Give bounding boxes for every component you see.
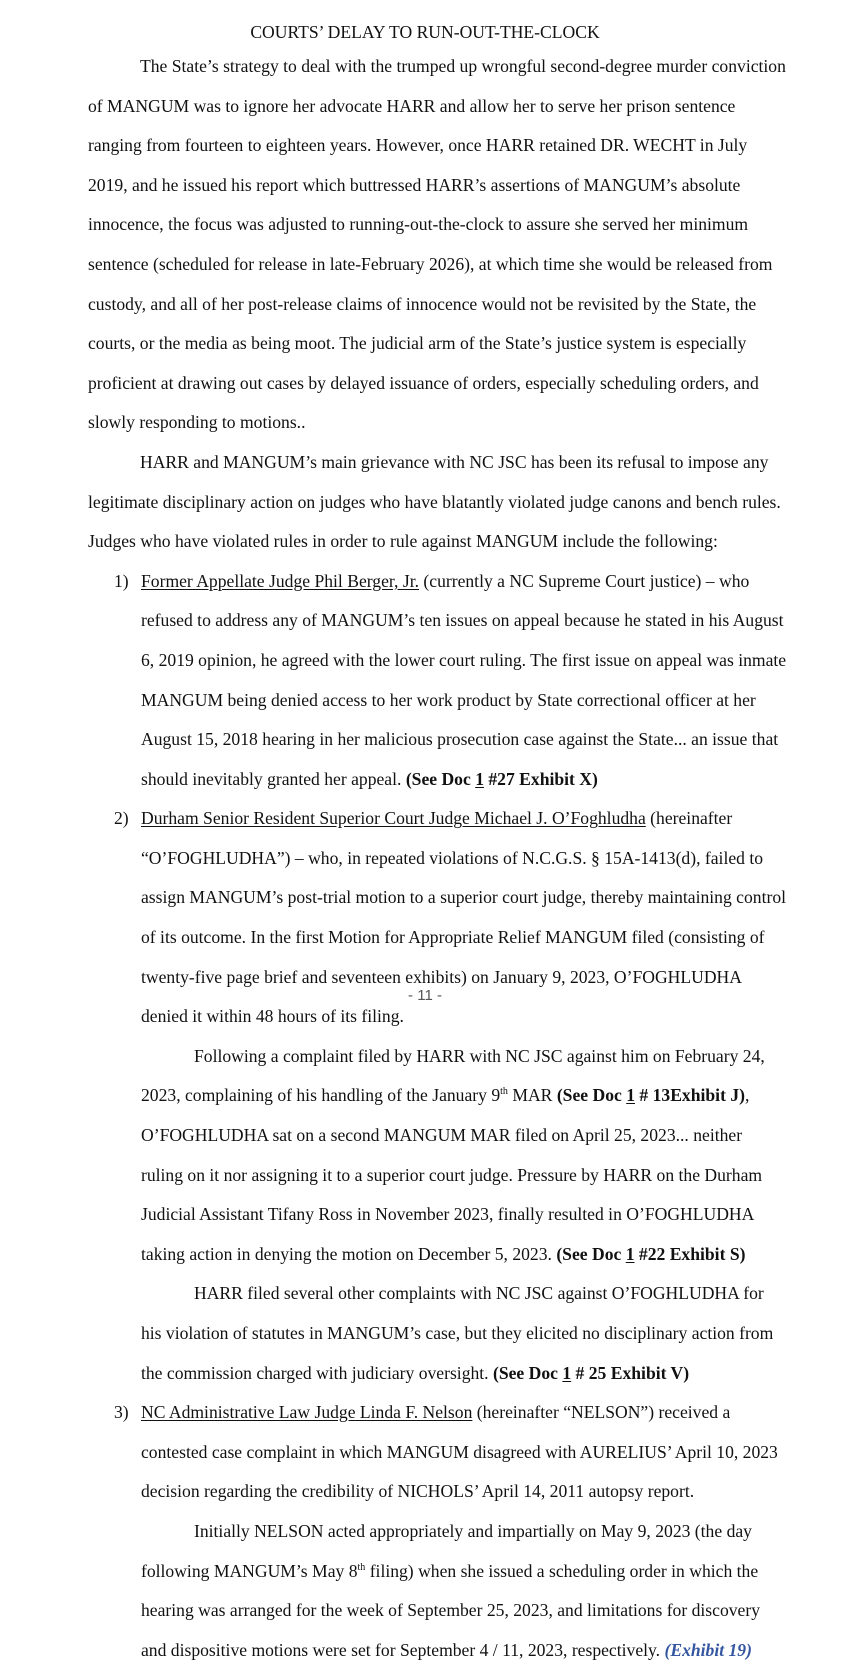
page-number: - 11 -: [408, 987, 442, 1004]
doc-number: 1: [562, 1362, 572, 1383]
judge-name: NC Administrative Law Judge Linda F. Nelson: [141, 1402, 473, 1423]
item-3-sub-paragraph-1: Initially NELSON acted appropriately and impartially on May 9, 2023 (the day following MANGUM’s May 8th filing) when she issued a scheduling order in which the hearing was arranged for the week of September 25, 2023, and limitations for discovery and dispositive motions were set for September 4 / 11, 2023, respectively. (Exhibit 19): [141, 1520, 761, 1660]
list-number: 3): [114, 1402, 129, 1423]
item-text: (hereinafter “NELSON”) received a contested case complaint in which MANGUM disagreed with AURELIUS’ April 10, 2023 decision regarding the credibility of NICHOLS’ April 14, 2011 autopsy report.: [141, 1402, 778, 1502]
doc-number: 1: [626, 1085, 635, 1106]
doc-reference: (See Doc 1 # 13Exhibit J): [556, 1085, 745, 1106]
grievance-paragraph: HARR and MANGUM’s main grievance with NC JSC has been its refusal to impose any legitimate disciplinary action on judges who have blatantly violated judge canons and bench rules. Judges who have violated rules in order to rule against MANGUM include the following:: [88, 451, 781, 552]
item-2-sub-paragraph-2: HARR filed several other complaints with NC JSC against O’FOGHLUDHA for his violation of statutes in MANGUM’s case, but they elicited no disciplinary action from the commission charged with judiciary oversight. (See Doc 1 # 25 Exhibit V): [141, 1283, 774, 1383]
section-title: COURTS’ DELAY TO RUN-OUT-THE-CLOCK: [250, 22, 600, 42]
item-text: (currently a NC Supreme Court justice) – who refused to address any of MANGUM’s ten issues on appeal because he stated in his August 6, 2019 opinion, he agreed with the lower court ruling. The first issue on appeal was inmate MANGUM being denied access to her work product by State correctional officer at her August 15, 2018 hearing in her malicious prosecution case against the State... an issue that should inevitably granted her appeal.: [141, 570, 787, 789]
list-number: 1): [114, 570, 129, 591]
exhibit-19-link[interactable]: (Exhibit 19): [664, 1639, 752, 1660]
judge-list-item-3: [88, 1393, 788, 1512]
intro-paragraph: The State’s strategy to deal with the trumped up wrongful second-degree murder conviction of MANGUM was to ignore her advocate HARR and allow her to serve her prison sentence ranging from fourteen to eighteen years. However, once HARR retained DR. WECHT in July 2019, and he issued his report which buttressed HARR’s assertions of MANGUM’s absolute innocence, the focus was adjusted to running-out-the-clock to assure she served her minimum sentence (scheduled for release in late-February 2026), at which time she would be released from custody, and all of her post-release claims of innocence would not be revisited by the State, the courts, or the media as being moot. The judicial arm of the State’s justice system is especially proficient at drawing out cases by delayed issuance of orders, especially scheduling orders, and slowly responding to motions..: [88, 56, 786, 433]
doc-number: 1: [475, 768, 484, 789]
list-number: 2): [114, 808, 129, 829]
doc-reference: (See Doc 1 #22 Exhibit S): [556, 1243, 746, 1264]
doc-reference: (See Doc 1 #27 Exhibit X): [405, 768, 598, 789]
item-text: (hereinafter “O’FOGHLUDHA”) – who, in repeated violations of N.C.G.S. § 15A-1413(d), failed to assign MANGUM’s post-trial motion to a superior court judge, thereby maintaining control of its outcome. In the first Motion for Appropriate Relief MANGUM filed (consisting of twenty-five page brief and seventeen exhibits) on January 9, 2023, O’FOGHLUDHA denied it within 48 hours of its filing.: [141, 808, 786, 1027]
superscript: th: [500, 1086, 508, 1098]
judge-list-item-1: [88, 562, 788, 800]
judge-name: Former Appellate Judge Phil Berger, Jr.: [141, 570, 419, 591]
judge-name: Durham Senior Resident Superior Court Judge Michael J. O’Foghludha: [141, 808, 646, 829]
superscript: th: [357, 1561, 366, 1573]
doc-reference: (See Doc 1 # 25 Exhibit V): [492, 1362, 690, 1383]
item-2-sub-paragraph-1: Following a complaint filed by HARR with NC JSC against him on February 24, 2023, complaining of his handling of the January 9th MAR (See Doc 1 # 13Exhibit J), O’FOGHLUDHA sat on a second MANGUM MAR filed on April 25, 2023... neither ruling on it nor assigning it to a superior court judge. Pressure by HARR on the Durham Judicial Assistant Tifany Ross in November 2023, finally resulted in O’FOGHLUDHA taking action in denying the motion on December 5, 2023. (See Doc 1 #22 Exhibit S): [141, 1045, 765, 1264]
doc-number: 1: [625, 1243, 635, 1264]
document-body: [88, 47, 788, 1670]
